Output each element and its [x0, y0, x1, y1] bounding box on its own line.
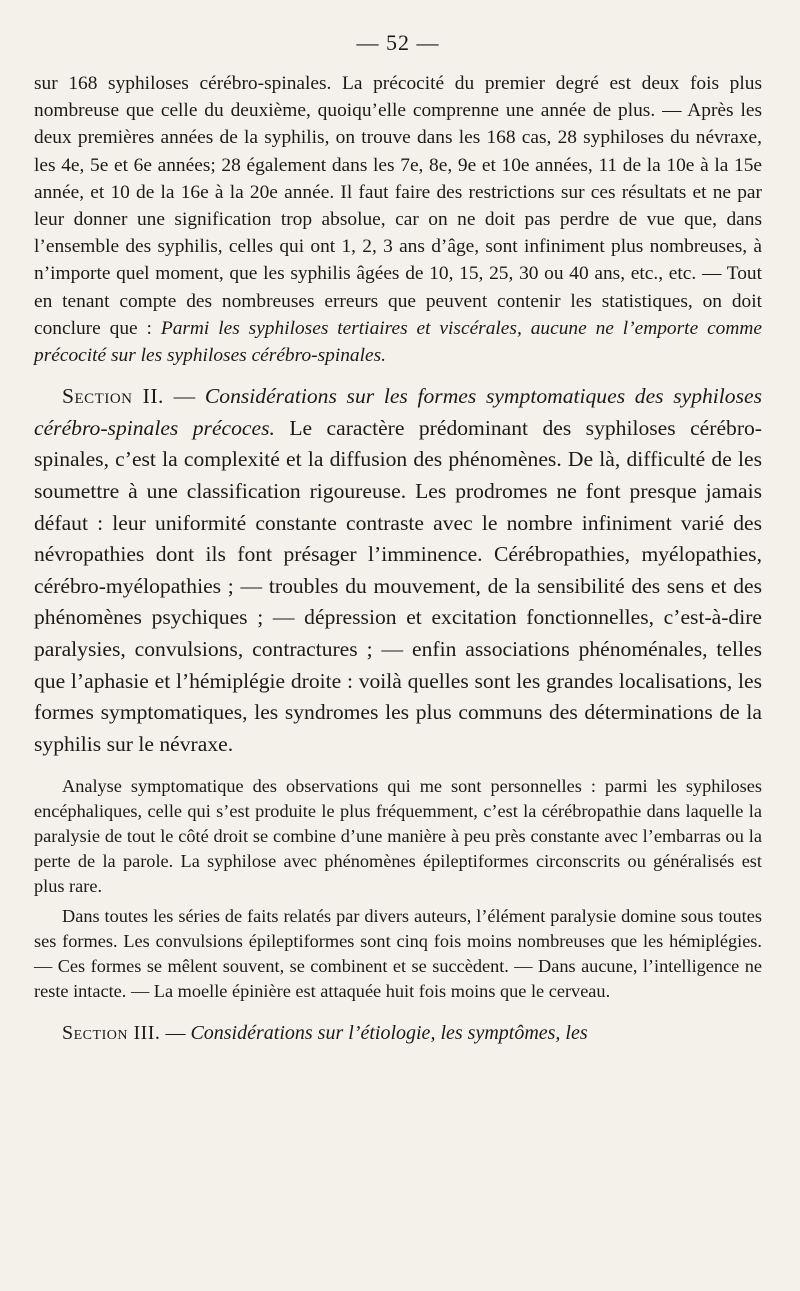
section-2-text: Le caractère prédominant des syphiloses cérébro-spinales, c’est la complexité et la diffusion des phénomènes. De là, difficulté de les soumettre à une classification rigoureuse. Les prodromes ne font presque jamais défaut : leur uniformité constante contraste avec le nombre infiniment varié des névropathies dont ils font présager l’imminence. Cérébropathies, myélopathies, cérébro-myélopathies ; — troubles du mouvement, de la sensibilité des sens et des phénomènes psychiques ; — dépression et excitation fonctionnelles, c’est-à-dire paralysies, convulsions, contractures ; — enfin associations phénoménales, telles que l’aphasie et l’hémiplégie droite : voilà quelles sont les grandes localisations, les formes symptomatiques, les syndromes les plus communs des déterminations de la syphilis sur le névraxe. — [34, 415, 763, 756]
section-3-title: Considérations sur l’étiologie, les symptômes, les — [190, 1022, 588, 1045]
section-2 — [34, 381, 762, 760]
paragraph-statistics — [34, 70, 762, 369]
paragraph-statistics-conclusion: Parmi les syphiloses tertiaires et viscérales, aucune ne l’emporte comme précocité sur les syphiloses cérébro-spinales. — [34, 317, 762, 367]
page-number: — 52 — — [356, 30, 440, 55]
paragraph-series: Dans toutes les séries de faits relatés par divers auteurs, l’élément paralysie domine sous toutes ses formes. Les convulsions épileptiformes sont cinq fois moins nombreuses que les hémiplégies. — Ces formes se mêlent souvent, se combinent et se succèdent. — Dans aucune, l’intelligence ne reste intacte. — La moelle épinière est attaquée huit fois moins que le cerveau. — [34, 906, 762, 1002]
section-3-label: Section III. — [62, 1022, 161, 1045]
paragraph-statistics-text: sur 168 syphiloses cérébro-spinales. La précocité du premier degré est deux fois plus nombreuse que celle du deuxième, quoiqu’elle comprenne une année de plus. — Après les deux premières années de la syphilis, on trouve dans les 168 cas, 28 syphiloses du névraxe, les 4e, 5e et 6e années; 28 également dans les 7e, 8e, 9e et 10e années, 11 de la 10e à la 15e année, et 10 de la 16e à la 20e année. Il faut faire des restrictions sur ces résultats et ne par leur donner une signification trop absolue, car on ne doit pas perdre de vue que, dans l’ensemble des syphilis, celles qui ont 1, 2, 3 ans d’âge, sont infiniment plus nombreuses, à n’importe quel moment, que les syphilis âgées de 10, 15, 25, 30 ou 40 ans, etc., etc. — Tout en tenant compte des nombreuses erreurs que peuvent contenir les statistiques, on doit conclure que : — [34, 73, 762, 339]
section-2-title: Considérations sur les formes symptomatiques des syphiloses cérébro-spinales précoces. — [34, 384, 762, 440]
section-3-dash: — — [160, 1022, 191, 1045]
paragraph-analyse: Analyse symptomatique des observations qui me sont personnelles : parmi les syphiloses encéphaliques, celle qui s’est produite le plus fréquemment, c’est la cérébropathie dans laquelle la paralysie de tout le côté droit se combine d’une manière à peu près constante avec l’embarras ou la perte de la parole. La syphilose avec phénomènes épileptiformes circonscrits ou généralisés est plus rare. — [34, 776, 762, 897]
section-2-label: Section II. — [62, 384, 164, 409]
section-2-dash: — — [163, 384, 205, 409]
section-3 — [34, 1018, 762, 1048]
